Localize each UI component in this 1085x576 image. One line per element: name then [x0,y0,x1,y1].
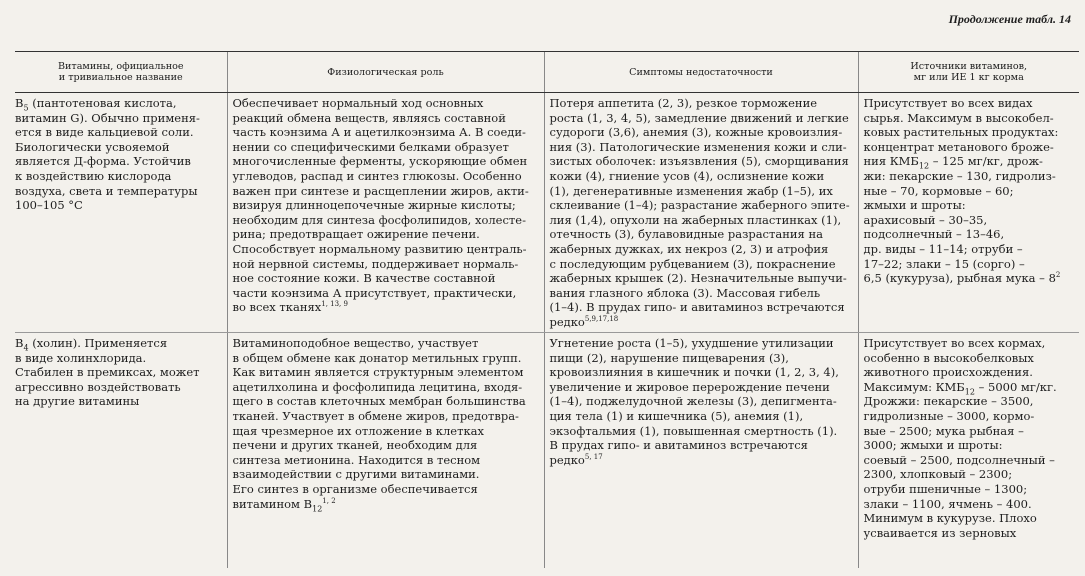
text-line: в общем обмене как донатор метильных групп. [232,350,522,365]
text-line: на другие витамины [15,394,140,409]
text-line: роста (1, 3, 4, 5), замедление движений и легкие [549,110,849,125]
text-line: животного происхождения. [863,365,1033,380]
text-line: ной нервной системы, поддерживает нормаль- [232,256,519,271]
text-line: часть коэнзима А и ацетилкоэнзима А. В соеди- [232,125,526,140]
cell-vitamin-b5 [15,93,227,333]
reference-superscript: 5, 17 [584,452,603,461]
text-line: ное состояние кожи. В качестве составной [232,271,496,286]
text-line: синтеза метионина. Находится в тесном [232,452,481,467]
text-line: ется в виде кальциевой соли. [15,125,194,140]
reference-superscript: 1, 13, 9 [321,300,348,309]
text-line: гидролизные – 3000, кормо- [863,408,1035,423]
text-line: (1–4). В прудах гипо- и авитаминоз встречаются [549,300,845,315]
cell-role-b5 [227,93,544,333]
text-line: Минимум в кукурузе. Плохо [863,511,1037,526]
text-line: ковых растительных продуктах: [863,125,1059,140]
table-continuation-label: Продолжение табл. 14 [948,12,1071,26]
text-line: кровоизлияния в кишечник и почки (1, 2, 3, 4), [549,365,839,380]
text-line: с последующим рубцеванием (3), покраснение [549,256,836,271]
text-line: ция тела (1) и кишечника (5), анемия (1), [549,408,804,423]
text-line: воздуха, света и температуры [15,183,198,198]
text-line: Способствует нормальному развитию централь- [232,241,527,256]
text-line: в виде холинхлорида. [15,350,147,365]
text-line: ные – 70, кормовые – 60; [863,183,1014,198]
text-line: Обеспечивает нормальный ход основных [232,96,484,110]
text-line: вания глазного яблока (3). Массовая гибель [549,285,821,300]
text-line: во всех тканях$^{1, 13, 9}$ [232,300,348,315]
reference-superscript: 1, 2 [322,496,336,505]
text-line: витамином $B_{12}^{1, 2}$ [232,496,336,513]
text-line: 2300, хлопковый – 2300; [863,467,1013,482]
text-line: жаберных крышек (2). Незначительные выпучи- [549,271,847,286]
text-line: (1), дегенеративные изменения жабр (1–5), их [549,183,833,198]
text-line: необходим для синтеза фосфолипидов, холесте- [232,212,526,227]
text-line: жаберных дужках, их некроз (2, 3) и атрофия [549,241,829,256]
text-line: В прудах гипо- и авитаминоз встречаются [549,438,808,453]
cell-sources-b4 [858,333,1079,569]
text-line: углеводов, распад и синтез глюкозы. Особенно [232,168,522,183]
text-line: Витаминоподобное вещество, участвует [232,336,479,350]
text-line: редко$^{5, 17}$ [549,452,603,467]
text-line: 100–105 °C [15,198,83,213]
table-row-b5 [15,93,1079,333]
table-header-row [15,52,1079,93]
header-deficiency-symptoms: Симптомы недостаточности [544,52,858,93]
text-line: агрессивно воздействовать [15,379,181,394]
text-line: жмыхи и шроты: [863,198,966,213]
text-line: нении со специфическими белками образует [232,139,509,154]
text-line: Угнетение роста (1–5), ухудшение утилизации [549,336,834,350]
text-line: ацетилхолина и фосфолипида лецитина, входя- [232,379,523,394]
table-row-b4 [15,333,1079,569]
text-line: увеличение и жировое перерождение печени [549,379,830,394]
text-line: судороги (3,6), анемия (3), кожные кровоизлия- [549,125,843,140]
text-line: сырья. Максимум в высокобел- [863,110,1054,125]
cell-role-b4 [227,333,544,569]
text-line: визируя длинноцепочечные жирные кислоты; [232,198,516,213]
text-line: подсолнечный – 13–46, [863,227,1005,242]
text-line: реакций обмена веществ, являясь составной [232,110,506,125]
reference-superscript: 2 [1055,271,1061,280]
cell-symptoms-b4 [544,333,858,569]
text-line: 3000; жмыхи и шроты: [863,438,1003,453]
text-line: 17–22; злаки – 15 (сорго) – [863,256,1025,271]
text-line: отруби пшеничные – 1300; [863,481,1028,496]
text-line: ния (3). Патологические изменения кожи и сли- [549,139,847,154]
text-line: Максимум: $КМБ_{12} - 5000$ мг/кг. [863,379,1057,397]
cell-sources-b5 [858,93,1079,333]
text-line: пищи (2), нарушение пищеварения (3), [549,350,789,365]
text-line: злаки – 1100, ячмень – 400. [863,496,1032,511]
text-line: многочисленные ферменты, ускоряющие обмен [232,154,528,169]
header-vitamin-name: Витамины, официальное и тривиальное название [15,52,227,93]
text-line: Присутствует во всех кормах, [863,336,1046,350]
text-line: части коэнзима А присутствует, практически, [232,285,517,300]
text-line: Как витамин является структурным элементом [232,365,524,380]
text-line: витамин G). Обычно применя- [15,110,200,125]
text-line: др. виды – 11–14; отруби – [863,241,1023,256]
header-vitamin-sources: Источники витаминов, мг или ИЕ 1 кг корма [858,52,1079,93]
text-line: Присутствует во всех видах [863,96,1033,110]
text-line: зистых оболочек: изъязвления (5), сморщивания [549,154,849,169]
text-line: экзофтальмия (1), повышенная смертность (1). [549,423,838,438]
text-line: щая чрезмерное их отложение в клетках [232,423,484,438]
text-line: особенно в высокобелковых [863,350,1034,365]
reference-superscript: 5,9,17,18 [584,315,619,324]
text-line: важен при синтезе и расщеплении жиров, акти- [232,183,529,198]
text-line: соевый – 2500, подсолнечный – [863,452,1055,467]
text-line: Стабилен в премиксах, может [15,365,200,380]
cell-vitamin-b4 [15,333,227,569]
text-line: $B_5$ (пантотеновая кислота, [15,96,177,113]
text-line: Дрожжи: пекарские – 3500, [863,394,1034,409]
text-line: усваивается из зерновых [863,525,1017,540]
text-line: вые – 2500; мука рыбная – [863,423,1024,438]
text-line: $B_4$ (холин). Применяется [15,336,168,353]
header-physiological-role: Физиологическая роль [227,52,544,93]
text-line: 6,5 (кукуруза), рыбная мука – 8$^2$ [863,271,1061,286]
text-line: жи: пекарские – 130, гидролиз- [863,168,1056,183]
text-line: концентрат метанового броже- [863,139,1054,154]
text-line: Биологически усвояемой [15,139,170,154]
text-line: Потеря аппетита (2, 3), резкое торможение [549,96,818,110]
text-line: тканей. Участвует в обмене жиров, предотвра- [232,408,519,423]
text-line: щего в состав клеточных мембран большинства [232,394,526,409]
text-line: ния $КМБ_{12} - 125$ мг/кг, дрож- [863,154,1043,171]
text-line: редко$^{5,9,17,18}$ [549,314,619,329]
text-line: кожи (4), гниение усов (4), ослизнение кожи [549,168,825,183]
text-line: печени и других тканей, необходим для [232,438,478,453]
text-line: (1–4), поджелудочной железы (3), депигмента- [549,394,837,409]
text-line: лия (1,4), опухоли на жаберных пластинках (1), [549,212,842,227]
text-line: Его синтез в организме обеспечивается [232,481,478,496]
text-line: арахисовый – 30–35, [863,212,988,227]
cell-symptoms-b5 [544,93,858,333]
text-line: к воздействию кислорода [15,168,172,183]
vitamins-table [15,51,1079,568]
text-line: склеивание (1–4); разрастание жаберного эпите- [549,198,850,213]
text-line: рина; предотвращает ожирение печени. [232,227,480,242]
text-line: является Д-форма. Устойчив [15,154,191,169]
text-line: взаимодействии с другими витаминами. [232,467,480,482]
text-line: отечность (3), булавовидные разрастания на [549,227,823,242]
